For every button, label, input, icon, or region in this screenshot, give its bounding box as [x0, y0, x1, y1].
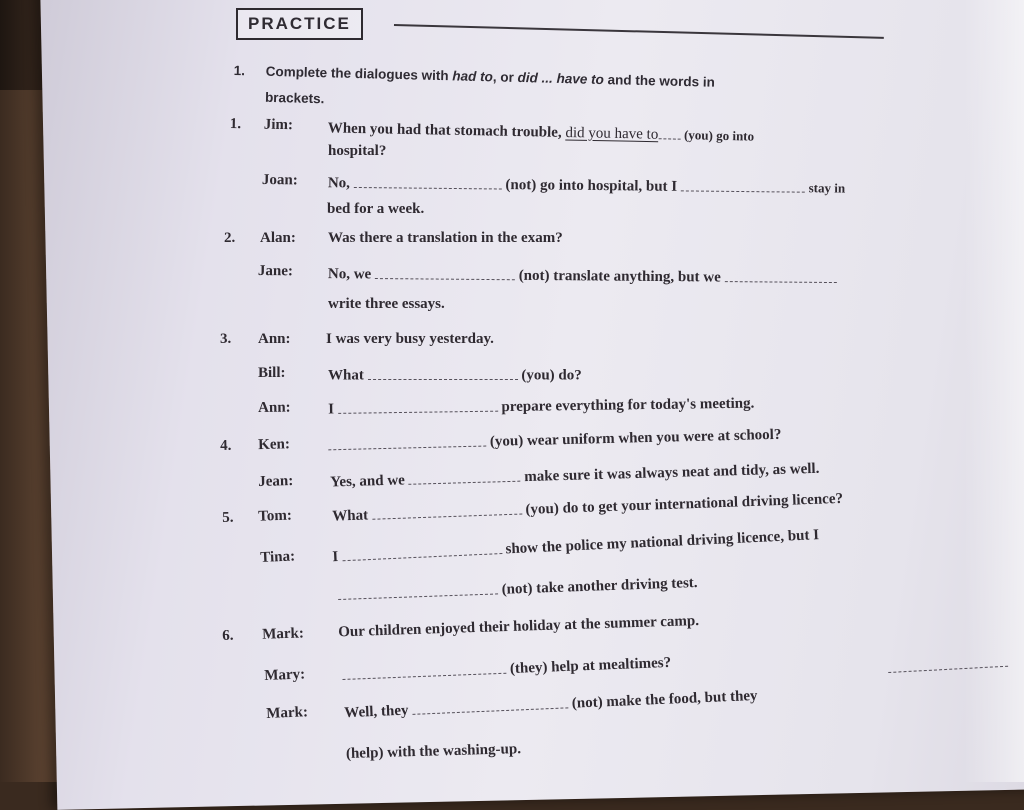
answer-blank[interactable] — [342, 539, 502, 561]
answer-blank[interactable] — [354, 173, 502, 189]
answer-blank[interactable] — [328, 432, 486, 450]
answer-blank[interactable] — [338, 397, 498, 414]
dialogue-2-line-2-cont: write three essays. — [328, 296, 445, 312]
dialogue-1-line-2-cont: bed for a week. — [327, 201, 425, 217]
answer-blank[interactable] — [338, 579, 498, 599]
answer-filled: did you have to — [565, 124, 659, 143]
answer-blank[interactable] — [887, 652, 1008, 673]
answer-blank[interactable] — [375, 264, 515, 280]
answer-blank[interactable] — [412, 693, 568, 714]
dialogue-1-line-1-cont: hospital? — [328, 143, 387, 159]
page-content: PRACTICE 1. Complete the dialogues with had to, or did ... have to and the words in brackets. 1. Jim: When you had that stomach trouble, did you have to (you) go into hospital? Joan: No, (not) go into hospital, but I stay in bed for a week. 2. Alan: Was there a translation in the exam? Jane: No, we (not) translate anything, but we write three essays. 3. Ann: I was very busy yesterday. Bill: What (you) do? Ann: I prepare everything for today's meeting. 4. Ken: (you) wear uniform when you were at school? Jean: Yes, and we make sure it was always neat and tidy, as well. 5. Tom: What (you) do to get your international driving licence? Tina: I show the police my national driving licence, but I (not) take another driving test. 6. Mark: Our children enjoyed their holiday at the summer camp. Mary: (they) help at mealtimes? Mark: Well, they (not) make the food, but they (help) with the washing-up. — [0, 0, 1024, 782]
dialogue-6-line-3-cont: (help) with the washing-up. — [345, 741, 522, 762]
answer-blank[interactable] — [408, 467, 520, 485]
exercise-instruction: 1. Complete the dialogues with had to, or did ... have to and the words in brackets. — [233, 58, 914, 127]
heading-rule — [394, 24, 884, 39]
practice-heading: PRACTICE — [236, 8, 363, 40]
answer-blank[interactable] — [372, 500, 522, 520]
answer-blank[interactable] — [368, 365, 518, 380]
answer-blank[interactable] — [342, 659, 506, 680]
answer-blank[interactable] — [725, 267, 837, 282]
answer-blank[interactable] — [681, 176, 805, 192]
dialogue-5-line-2-cont: (not) take another driving test. — [338, 572, 698, 604]
dialogue-6-extra-blank — [887, 652, 1008, 678]
exercise-number: 1. — [233, 62, 246, 79]
